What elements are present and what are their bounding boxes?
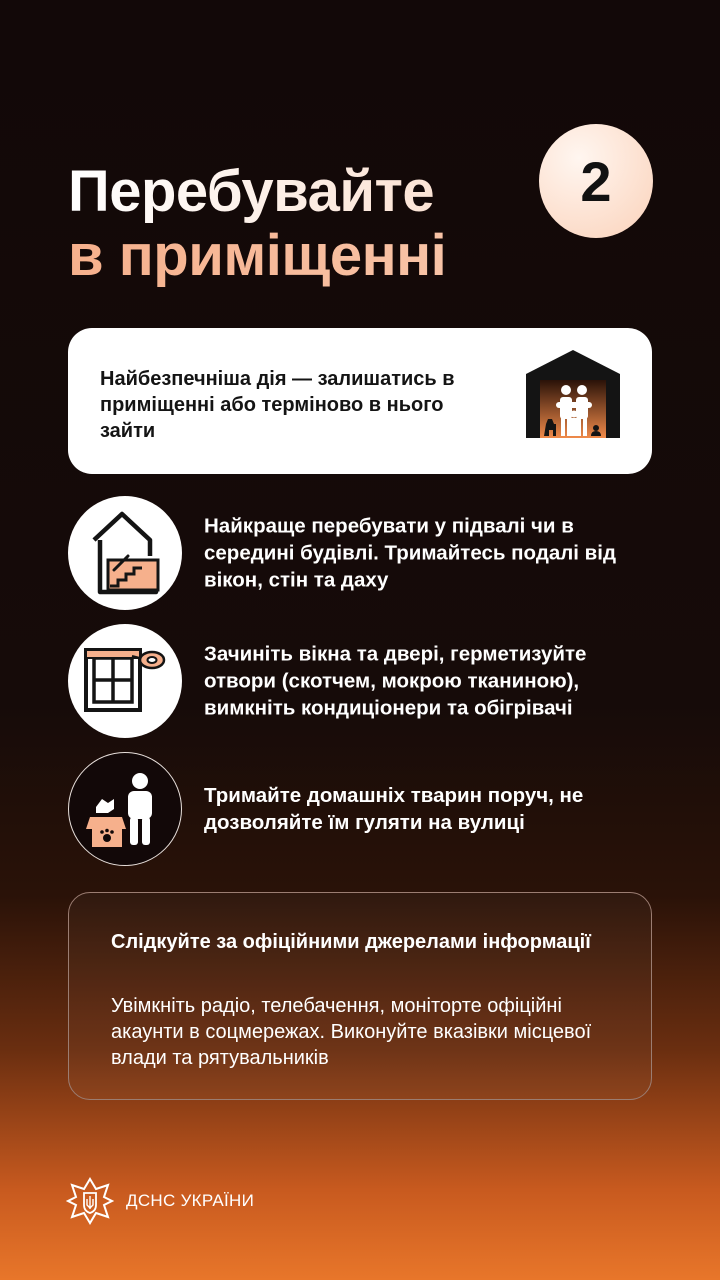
sealed-window-tape-icon	[82, 646, 168, 716]
footer	[66, 1176, 254, 1226]
step-number-badge: 2	[539, 124, 653, 238]
info-body: Увімкніть радіо, телебачення, моніторте офіційні акаунти в соцмережах. Виконуйте вказівки місцевої влади та рятувальників	[111, 995, 592, 1069]
title-line-2: в приміщенні	[68, 223, 447, 288]
highlight-card	[68, 328, 652, 474]
footer-org-name: ДСНС УКРАЇНИ	[126, 1191, 255, 1210]
tip-text: Найкраще перебувати у підвалі чи в середині будівлі. Тримайтесь подалі від вікон, стін та даху	[204, 514, 616, 592]
title-line-1: Перебувайте	[68, 160, 446, 224]
dsns-emblem-icon	[66, 1177, 114, 1225]
tip-icon-circle	[68, 624, 182, 738]
info-heading: Слідкуйте за офіційними джерелами інформації	[111, 931, 591, 953]
tip-row	[68, 752, 658, 866]
basement-house-icon	[88, 510, 162, 596]
page-title	[68, 160, 446, 288]
tip-text: Тримайте домашніх тварин поруч, не дозволяйте їм гуляти на вулиці	[204, 784, 584, 834]
tip-text: Зачиніть вікна та двері, герметизуйте отвори (скотчем, мокрою тканиною), вимкніть кондиціонери та обігрівачі	[204, 642, 587, 720]
highlight-text: Найбезпечніша дія — залишатись в приміщенні або терміново в нього зайти	[100, 368, 455, 442]
tip-icon-circle	[68, 496, 182, 610]
person-with-pet-icon	[82, 769, 168, 849]
family-in-house-icon	[524, 348, 622, 448]
tip-icon-circle	[68, 752, 182, 866]
tip-row	[68, 624, 658, 738]
info-card	[68, 892, 652, 1100]
tip-row	[68, 496, 658, 610]
